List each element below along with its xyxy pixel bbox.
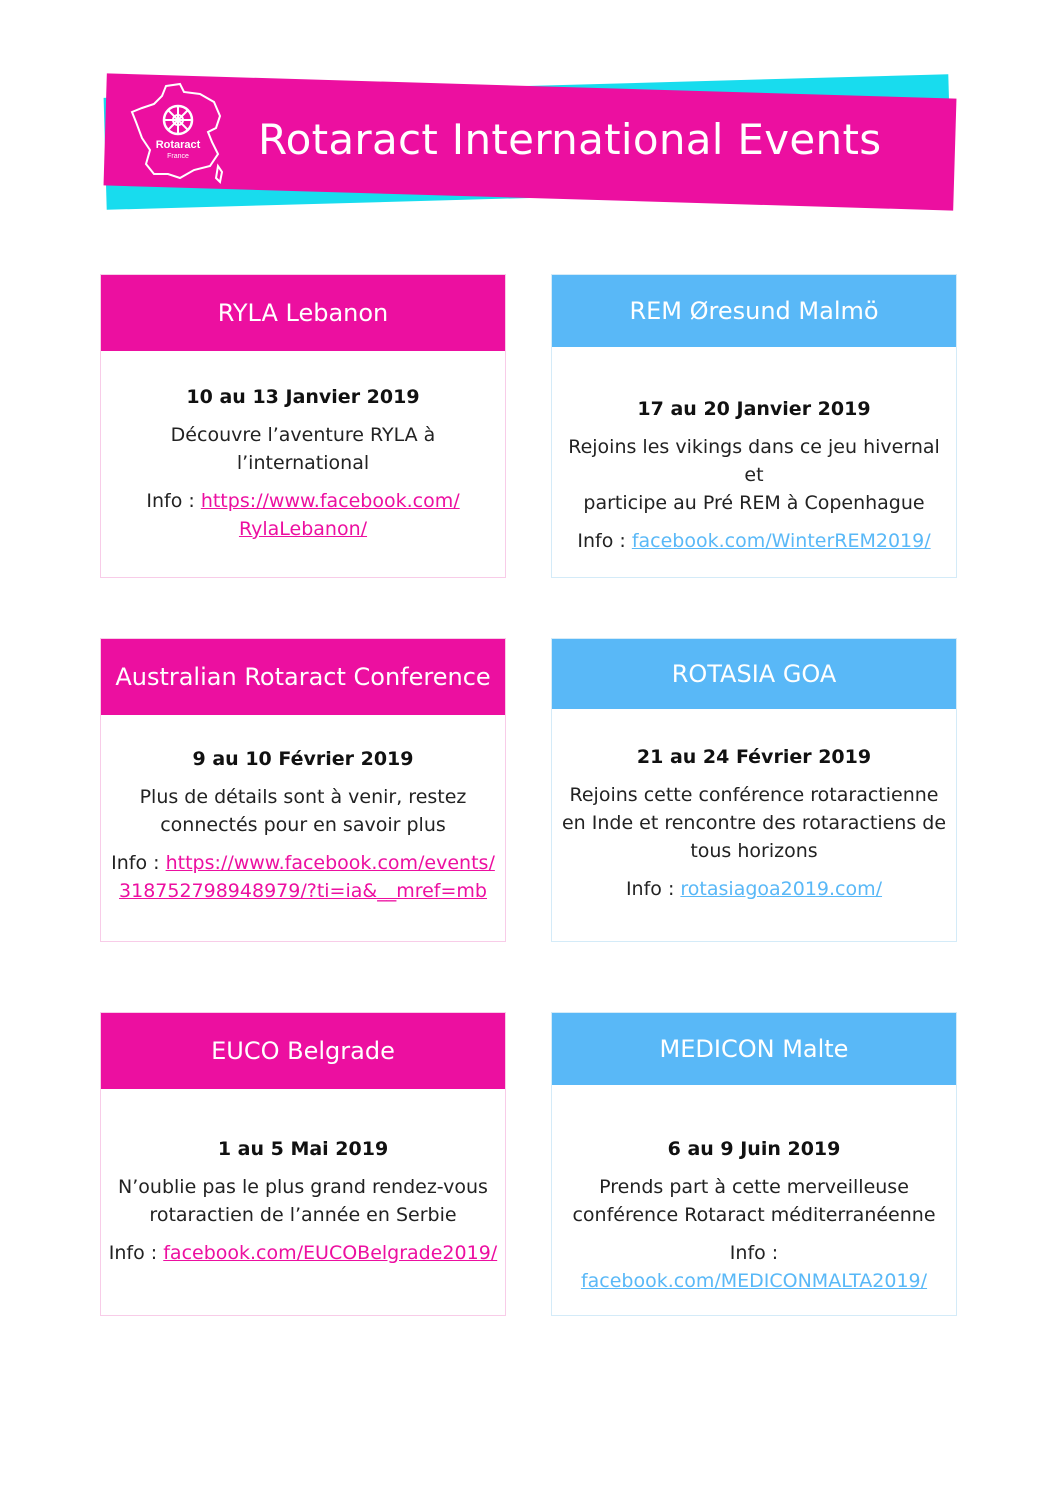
event-link[interactable]: facebook.com/EUCOBelgrade2019/ — [163, 1242, 498, 1264]
event-description: Prends part à cette merveilleuse conférence Rotaract méditerranéenne — [572, 1176, 936, 1226]
info-label: Info : — [108, 1242, 158, 1264]
event-link[interactable]: https://www.facebook.com/events/ — [165, 852, 495, 874]
event-link[interactable]: https://www.facebook.com/ — [200, 490, 460, 512]
event-description: Rejoins cette conférence rotaractienne en Inde et rencontre des rotaractiens de tous horizons — [561, 784, 947, 862]
event-title: RYLA Lebanon — [101, 275, 505, 351]
logo-subtext: France — [167, 153, 189, 160]
event-title: EUCO Belgrade — [101, 1013, 505, 1089]
event-info — [558, 527, 950, 555]
info-label: Info : — [111, 852, 160, 874]
event-date: 1 au 5 Mai 2019 — [217, 1138, 389, 1160]
event-date: 9 au 10 Février 2019 — [192, 748, 414, 770]
rotary-wheel-icon — [164, 106, 192, 134]
event-card-medicon-malte — [551, 1012, 957, 1316]
event-description: Découvre l’aventure RYLA à l’international — [170, 424, 436, 474]
event-card-ryla-lebanon — [100, 274, 506, 578]
event-description: N’oublie pas le plus grand rendez-vous rotaractien de l’année en Serbie — [118, 1176, 488, 1226]
header-banner — [0, 0, 1058, 240]
event-title: ROTASIA GOA — [552, 639, 956, 709]
event-card-rem-oresund-malmo — [551, 274, 957, 578]
info-label: Info : — [625, 878, 675, 900]
event-description: Rejoins les vikings dans ce jeu hivernal et participe au Pré REM à Copenhague — [568, 436, 940, 514]
rotaract-france-logo — [128, 82, 228, 186]
event-title: Australian Rotaract Conference — [101, 639, 505, 715]
info-label: Info : — [146, 490, 195, 512]
event-info — [107, 487, 499, 543]
event-link-continued[interactable]: 318752798948979/?ti=ia&__mref=mb — [119, 880, 487, 902]
event-info — [107, 849, 499, 905]
event-card-australian-rotaract-conference — [100, 638, 506, 942]
event-info — [107, 1239, 499, 1267]
event-date: 6 au 9 Juin 2019 — [667, 1138, 841, 1160]
logo-text: Rotaract — [155, 139, 201, 151]
event-link[interactable]: rotasiagoa2019.com/ — [680, 878, 883, 900]
event-date: 21 au 24 Février 2019 — [636, 746, 872, 768]
event-info — [558, 1239, 950, 1295]
info-label: Info : — [577, 530, 626, 552]
event-description: Plus de détails sont à venir, restez connectés pour en savoir plus — [139, 786, 467, 836]
event-date: 10 au 13 Janvier 2019 — [186, 386, 420, 408]
event-info — [558, 875, 950, 903]
page-title: Rotaract International Events — [258, 115, 882, 164]
event-card-rotasia-goa — [551, 638, 957, 942]
event-card-euco-belgrade — [100, 1012, 506, 1316]
event-link[interactable]: facebook.com/MEDICONMALTA2019/ — [580, 1270, 928, 1292]
event-link[interactable]: facebook.com/WinterREM2019/ — [631, 530, 931, 552]
info-label: Info : — [729, 1242, 779, 1264]
event-date: 17 au 20 Janvier 2019 — [637, 398, 871, 420]
event-title: MEDICON Malte — [552, 1013, 956, 1085]
event-link-continued[interactable]: RylaLebanon/ — [238, 518, 368, 540]
event-title: REM Øresund Malmö — [552, 275, 956, 347]
